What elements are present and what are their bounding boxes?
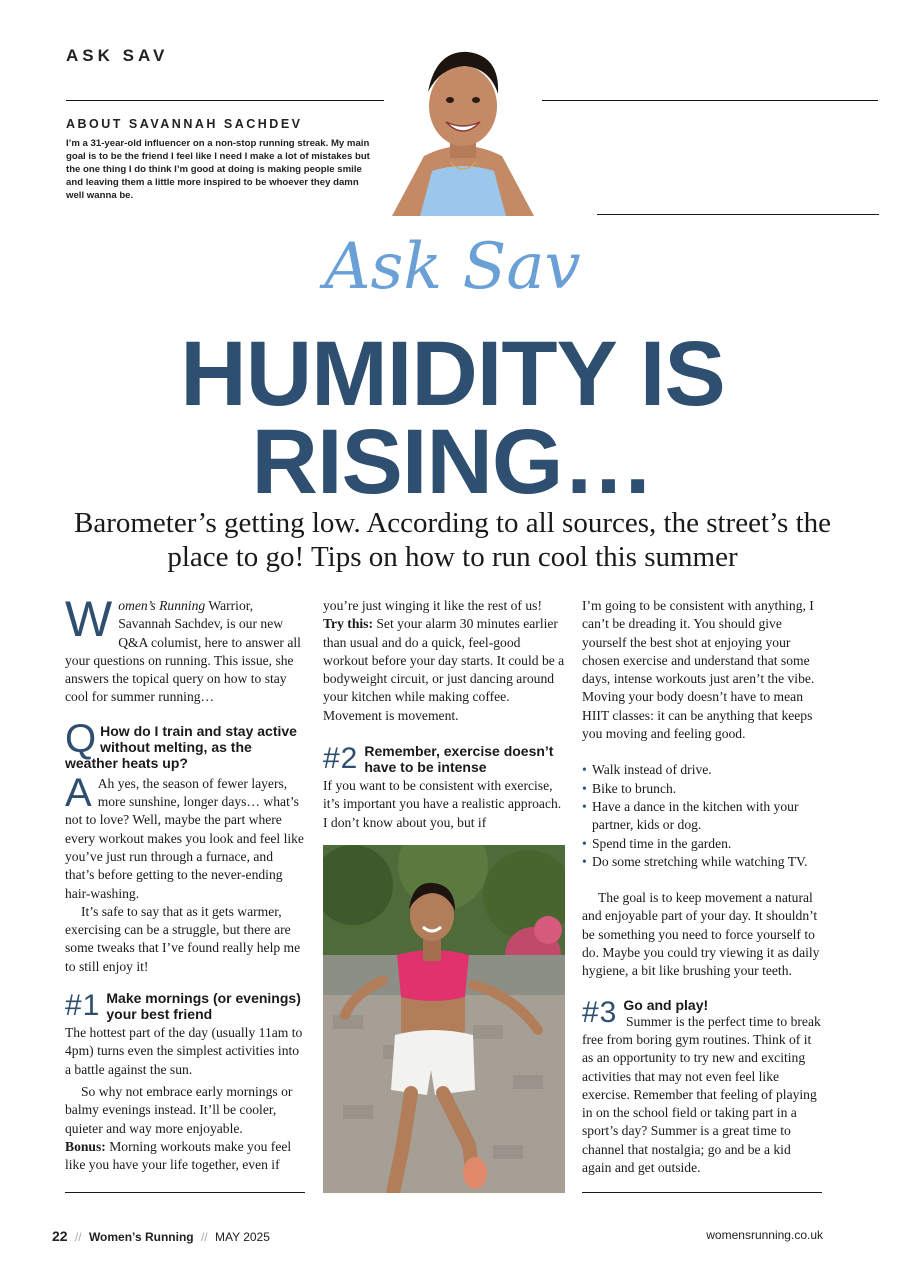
footer-url: womensrunning.co.uk [706, 1228, 823, 1242]
standfirst: Barometer’s getting low. According to all sources, the street’s the place to go! Tips on how to run cool this summer [73, 507, 832, 573]
intro-rest: Warrior, Savannah Sachdev, is our new Q&A columist, here to answer all your questions on running. This issue, she answers the topical query on how to stay cool for summer running… [65, 598, 301, 705]
footer-separator-2: // [200, 1230, 208, 1244]
try-this-paragraph [323, 615, 565, 725]
intro-italic: omen’s Running [118, 598, 206, 613]
column-3-bottom-rule [582, 1192, 822, 1193]
tip-3-paragraph-1 [582, 1013, 822, 1178]
answer-paragraph-2: It’s safe to say that as it gets warmer, exercising can be a struggle, but there are some tweaks that I’ve found really help me to still enjoy it! [65, 903, 301, 974]
running-photo [323, 845, 565, 1193]
tip-1-paragraph-1: The hottest part of the day (usually 11am to 4pm) turns even the simplest activities into a battle against the sun. [65, 1025, 303, 1077]
tip-1-title: Make mornings (or evenings) your best friend [106, 990, 301, 1023]
footer-left [52, 1228, 270, 1244]
answer-mark: A [65, 770, 92, 815]
column-1-bottom-rule [65, 1192, 305, 1193]
question-mark: Q [65, 716, 97, 761]
column-3 [582, 597, 822, 1177]
column-2 [323, 597, 565, 832]
list-item: • Bike to brunch. [582, 780, 822, 798]
section-label: ASK SAV [66, 46, 169, 65]
question-text: How do I train and stay active without melting, as the weather heats up? [65, 722, 297, 771]
list-item: • Spend time in the garden. [582, 835, 822, 853]
page-number: 22 [52, 1228, 68, 1244]
tip-1-heading [65, 990, 305, 1022]
tip-2-number: #2 [323, 743, 359, 776]
bonus-paragraph [65, 1138, 305, 1175]
bonus-text: Morning workouts make you feel like you have your life together, even if [65, 1138, 292, 1173]
activity-list [582, 761, 822, 871]
header-rule-right [538, 100, 878, 101]
tip-2-title: Remember, exercise doesn’t have to be intense [364, 743, 554, 776]
about-title: ABOUT SAVANNAH SACHDEV [66, 117, 303, 131]
script-title: Ask Sav [324, 230, 581, 304]
header-rule-left [66, 100, 391, 101]
tip-3-number: #3 [582, 996, 618, 1029]
question-heading [65, 716, 305, 771]
bonus-label: Bonus: [65, 1138, 106, 1154]
col2-continuation: you’re just winging it like the rest of us! [323, 598, 542, 613]
intro-dropcap: W [65, 591, 113, 647]
tip-2-heading [323, 743, 565, 775]
tip-3-title: Go and play! [623, 996, 709, 1013]
about-rule-bottom [597, 214, 879, 215]
answer-paragraph-1 [65, 770, 305, 903]
tip-2-paragraph-1: If you want to be consistent with exercise, it’s important you have a realistic approach. I don’t know about you, but if [323, 778, 562, 830]
tip-3-text: Summer is the perfect time to break free from boring gym routines. Think of it as an opportunity to try new and exciting activities that may not even feel like exercise. Remember that feeling of playing in on the school field or taking part in a sport’s day? Summer is a great time to channel that nostalgia; go and be a kid again and get outside. [582, 1013, 821, 1176]
tip-1-paragraph-2: So why not embrace early mornings or balmy evenings instead. It’ll be cooler, quieter and way more enjoyable. [65, 1083, 293, 1136]
intro-paragraph [65, 591, 305, 707]
col3-continuation: I’m going to be consistent with anything, I can’t be dreading it. You should give yourself the best shot at enjoying your chosen exercise and understand that some days, intense workouts just aren’t the vibe. Moving your body doesn’t have to mean HIIT classes: it can be anything that keeps you moving and feeling good. [582, 598, 815, 742]
footer-separator-1: // [74, 1230, 82, 1244]
try-this-label: Try this: [323, 616, 373, 632]
list-item: • Walk instead of drive. [582, 761, 822, 779]
issue-date: MAY 2025 [214, 1230, 270, 1244]
list-item: • Do some stretching while watching TV. [582, 853, 822, 871]
portrait-photo [384, 36, 542, 216]
goal-paragraph: The goal is to keep movement a natural and enjoyable part of your day. It shouldn’t be something you need to force yourself to do. Maybe you could try viewing it as daily hygiene, a bit like brushing your teeth. [582, 890, 820, 979]
column-1 [65, 591, 305, 1174]
try-this-text: Set your alarm 30 minutes earlier than usual and do a quick, feel-good workout before your day starts. It could be a bodyweight circuit, or just dancing around your kitchen while making coffee. Movement is movement. [323, 616, 565, 723]
magazine-name: Women’s Running [88, 1230, 194, 1244]
answer-text-1: Ah yes, the season of fewer layers, more sunshine, longer days… what’s not to love? Well, maybe the part where every workout makes you look and feel like you’ve just run through a furnace, and that’s before getting to the never-ending hair-washing. [65, 775, 304, 901]
about-text: I’m a 31-year-old influencer on a non-stop running streak. My main goal is to be the friend I feel like I need I make a lot of mistakes but the one thing I do think I’m good at doing is making people smile and leaving them a little more inspired to be whoever they damn well wanna be. [66, 138, 370, 201]
tip-1-number: #1 [65, 990, 101, 1023]
headline: HUMIDITY IS RISING… [180, 323, 725, 513]
list-item: • Have a dance in the kitchen with your partner, kids or dog. [582, 798, 822, 835]
